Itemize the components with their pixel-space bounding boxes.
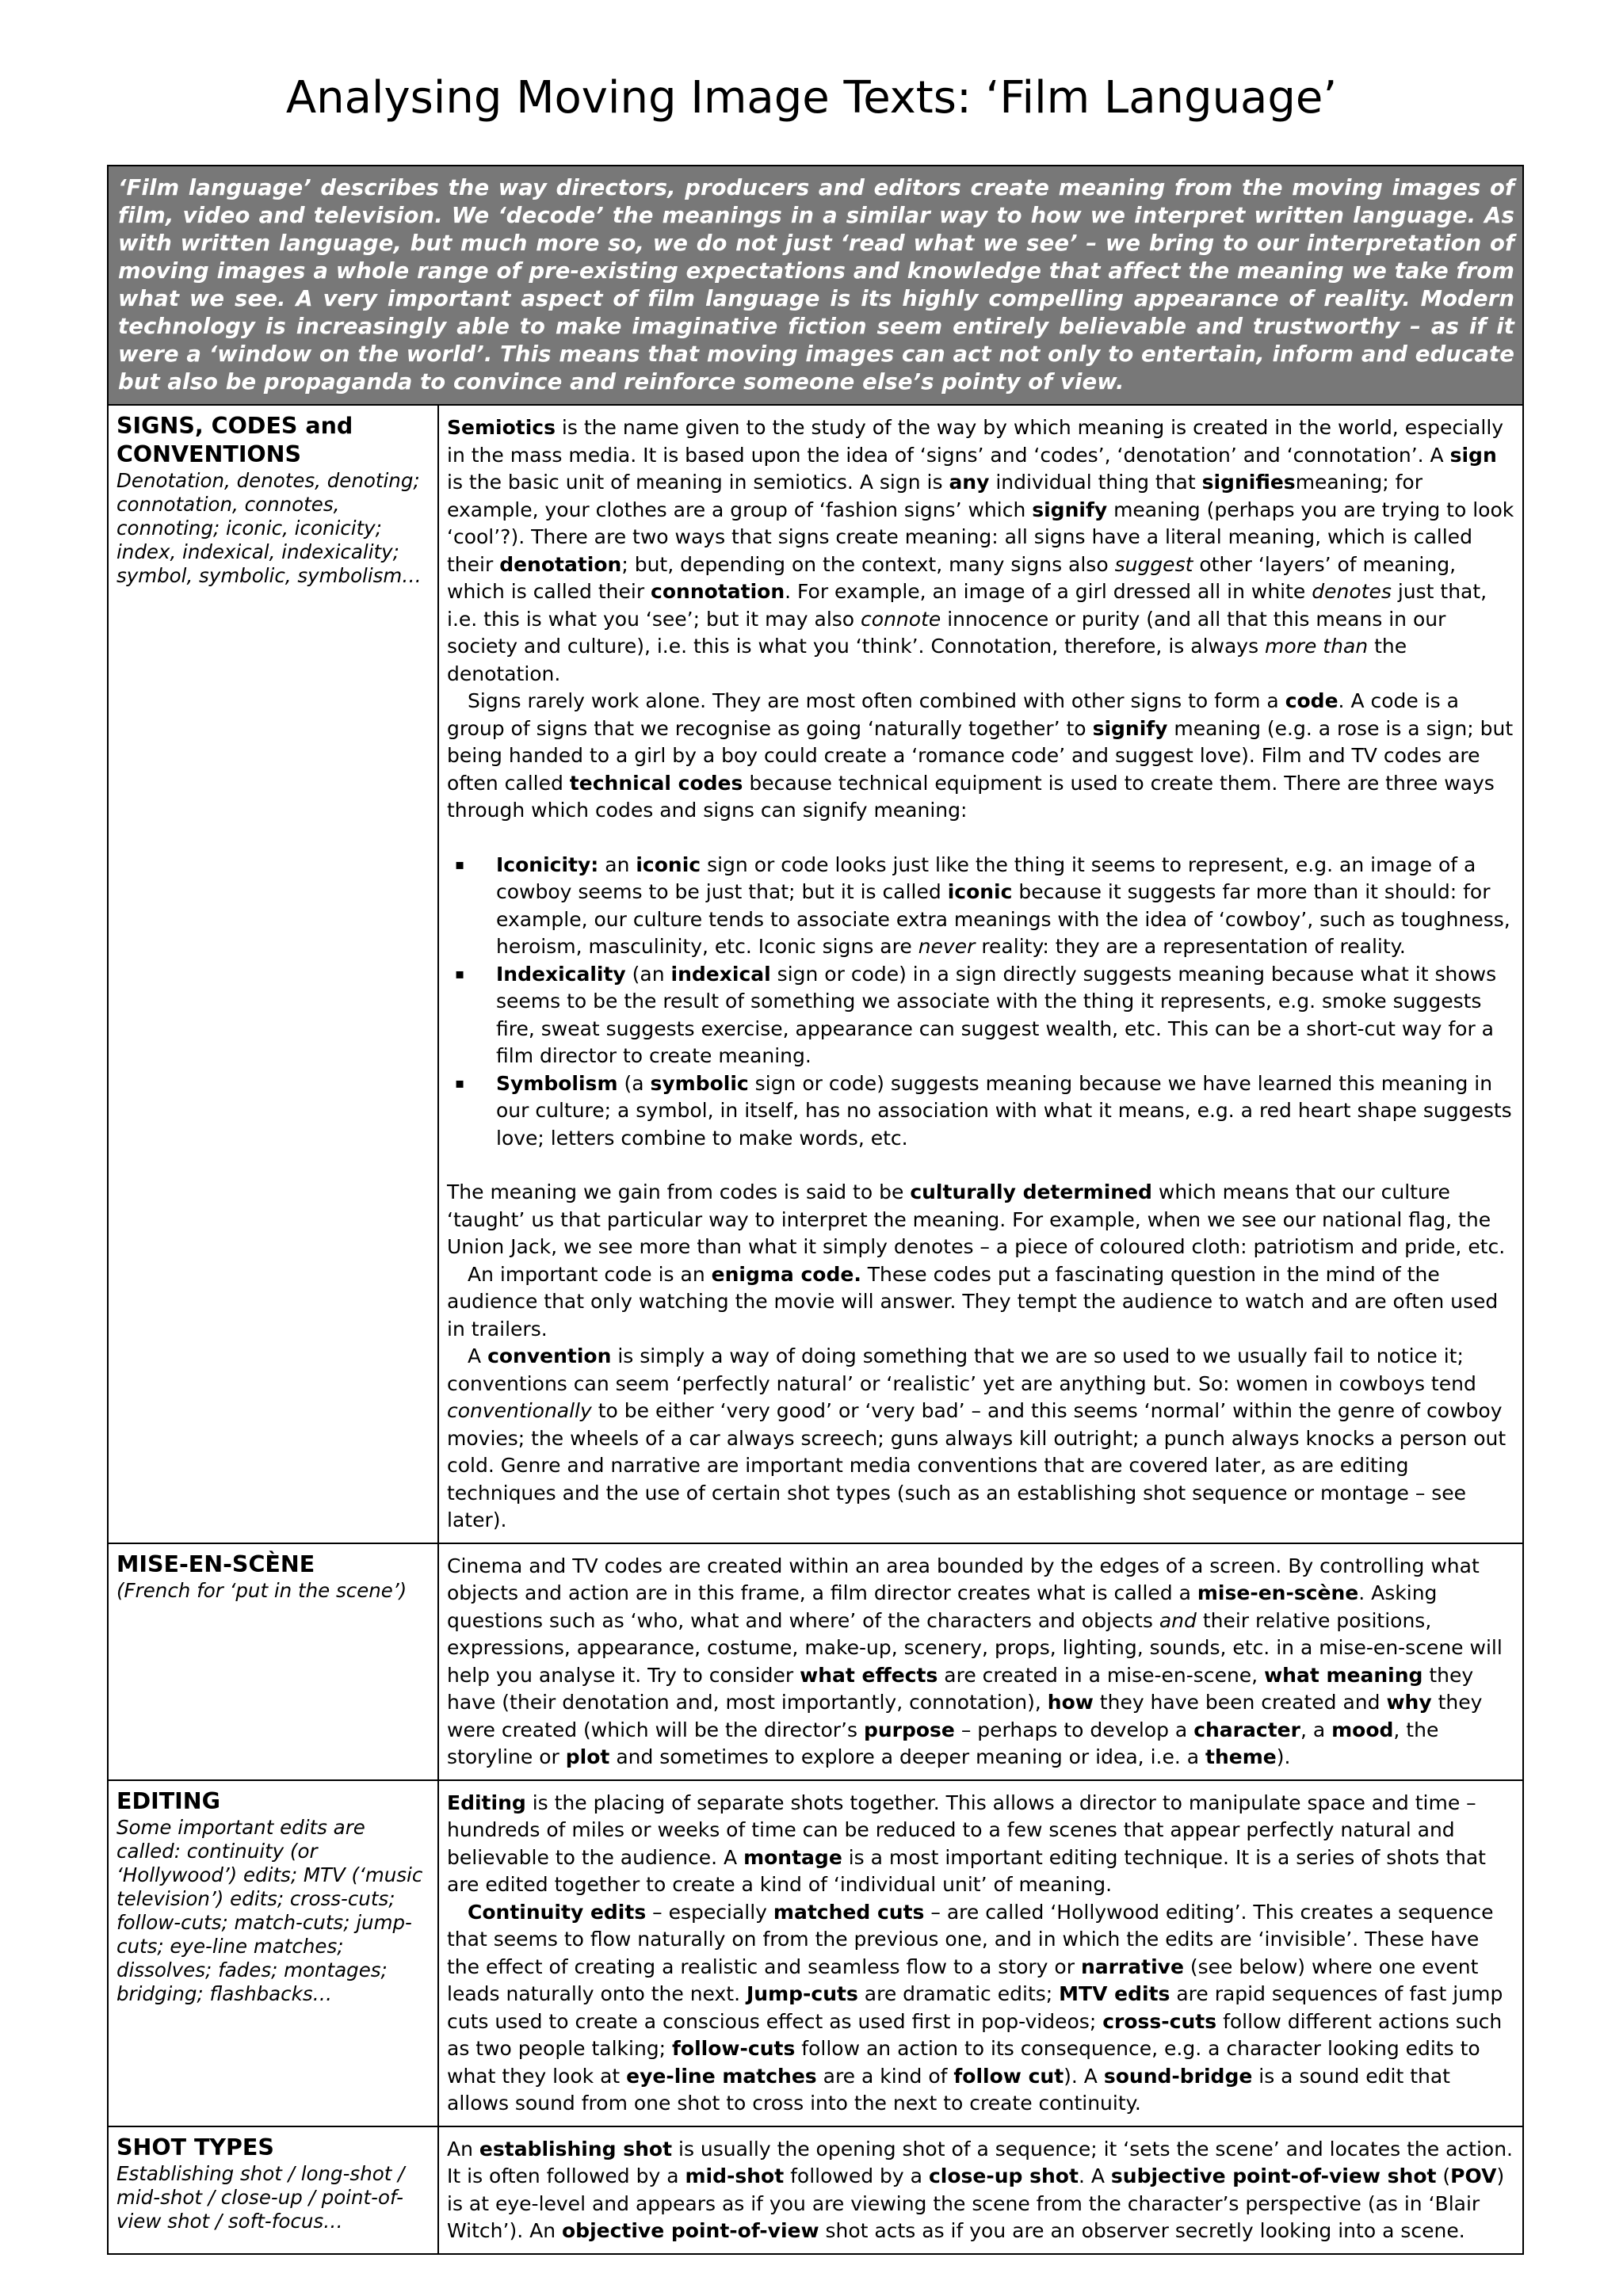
bold-term: follow-cuts [672, 2037, 796, 2060]
section-label-cell [108, 405, 438, 1543]
section-subheading: (French for ‘put in the scene’) [116, 1578, 407, 1602]
text-run: ; but, depending on the context, many signs also [621, 552, 1115, 576]
emphasis-text: suggest [1114, 552, 1193, 576]
bold-term: eye-line matches [626, 2064, 817, 2088]
bold-term: what meaning [1264, 1663, 1423, 1687]
bold-term: Iconicity: [496, 852, 599, 876]
bullet-list [447, 852, 1514, 1153]
square-bullet-icon: ▪ [455, 1074, 465, 1092]
text-run: ). A [1064, 2064, 1104, 2088]
text-run: is simply a way of doing something that we are so used to we usually fail to notice it; conventions can seem ‘perfectly natural’ or ‘realistic’ yet are anything but. So: women in cowboys tend [447, 1344, 1476, 1395]
emphasis-text: never [918, 935, 976, 958]
bold-term: sign [1449, 443, 1497, 467]
bold-term: Editing [447, 1791, 526, 1814]
body-paragraph [447, 414, 1514, 688]
bold-term: theme [1205, 1745, 1277, 1768]
text-run: innocence or purity (and all that this means in our society and culture), i.e. this is what you ‘think’. Connotation, therefore, is always [447, 607, 1446, 658]
paragraph-spacer [447, 1152, 1514, 1179]
text-run: is usually the opening shot of a sequence; it ‘sets the scene’ and locates the action. It is often followed by a [447, 2137, 1513, 2187]
text-run: sign or code) suggests meaning because we have learned this meaning in our culture; a symbol, in itself, has no association with what it means, e.g. a red heart shape suggests love; letters combine to make words, etc. [496, 1071, 1512, 1150]
text-run: they have (their denotation and, most importantly, connotation), [447, 1663, 1474, 1714]
paragraph-spacer [447, 825, 1514, 852]
text-run: to be either ‘very good’ or ‘very bad’ – and this seems ‘normal’ within the genre of cowboy movies; the wheels of a car always screech; guns always kill outright; a punch always knocks a person out cold. Genre and narrative are important media conventions that are covered later, as are editing techniques and the use of certain shot types (such as an establishing shot sequence or montage – see later). [447, 1399, 1507, 1531]
body-paragraph [447, 2136, 1514, 2245]
intro-row [108, 166, 1523, 405]
text-run: shot acts as if you are an observer secretly looking into a scene. [819, 2219, 1465, 2242]
bold-term: plot [565, 1745, 610, 1768]
text-run: A [468, 1344, 488, 1367]
section-heading: MISE-EN-SCÈNE [116, 1550, 315, 1577]
bold-term: iconic [636, 852, 701, 876]
bold-term: convention [487, 1344, 612, 1367]
body-paragraph [447, 688, 1514, 825]
bold-term: why [1386, 1691, 1432, 1714]
bold-term: connotation [651, 580, 785, 603]
emphasis-text: more than [1265, 635, 1369, 658]
text-run: an [598, 852, 636, 876]
bold-term: indexical [670, 962, 771, 986]
text-run: is a sound edit that allows sound from one shot to cross into the next to create continuity. [447, 2064, 1450, 2115]
bold-term: mise-en-scène [1197, 1581, 1359, 1604]
bold-term: signify [1092, 716, 1168, 740]
square-bullet-icon: ▪ [455, 965, 465, 982]
text-run: and sometimes to explore a deeper meaning or idea, i.e. a [609, 1745, 1205, 1768]
bold-term: matched cuts [773, 1900, 925, 1924]
emphasis-text: and [1159, 1608, 1197, 1632]
section-body-cell [438, 1780, 1523, 2126]
text-run: Cinema and TV codes are created within an area bounded by the edges of a screen. By controlling what objects and action are in this frame, a film director creates what is called a [447, 1554, 1480, 1604]
bold-term: sound-bridge [1103, 2064, 1253, 2088]
text-run: are created in a mise-en-scene, [938, 1663, 1265, 1687]
section-label-cell [108, 1543, 438, 1780]
text-run: meaning (e.g. a rose is a sign; but being handed to a girl by a boy could create a ‘romance code’ and suggest love). Film and TV codes are often called [447, 716, 1514, 795]
text-run: The meaning we gain from codes is said to be [447, 1180, 911, 1203]
bold-term: what effects [800, 1663, 938, 1687]
text-run: ) is at eye-level and appears as if you are viewing the scene from the character’s perspective (as in ‘Blair Witch’). An [447, 2164, 1505, 2242]
text-run: ). [1276, 1745, 1291, 1768]
text-run: their relative positions, expressions, appearance, costume, make-up, scenery, props, lighting, sounds, etc. in a mise-en-scene will help you analyse it. Try to consider [447, 1608, 1503, 1687]
bold-term: symbolic [650, 1071, 749, 1095]
text-run: is the placing of separate shots together. This allows a director to manipulate space and time – hundreds of miles or weeks of time can be reduced to a few scenes that appear perfectly natural and believable to the audience. A [447, 1791, 1476, 1869]
text-run: Signs rarely work alone. They are most often combined with other signs to form a [468, 689, 1285, 712]
bold-term: Indexicality [496, 962, 626, 986]
text-run: is a most important editing technique. It is a series of shots that are edited together to create a kind of ‘individual unit’ of meaning. [447, 1845, 1486, 1896]
text-run: (an [625, 962, 671, 986]
text-run: (see below) where one event leads naturally onto the next. [447, 1955, 1479, 2005]
bold-term: signify [1032, 498, 1108, 521]
bold-term: denotation [499, 552, 622, 576]
text-run: sign or code looks just like the thing it seems to represent, e.g. an image of a cowboy seems to be just that; but it is called [496, 852, 1476, 903]
text-run: meaning; for example, your clothes are a group of ‘fashion signs’ which [447, 471, 1423, 521]
bold-term: establishing shot [479, 2137, 673, 2161]
body-paragraph [447, 1790, 1514, 1899]
body-paragraph [447, 1553, 1514, 1772]
body-paragraph [447, 1343, 1514, 1535]
bold-term: montage [743, 1845, 842, 1869]
bold-term: how [1047, 1691, 1094, 1714]
text-run: they have been created and [1093, 1691, 1387, 1714]
section-label-cell [108, 2126, 438, 2254]
text-run: individual thing that [989, 471, 1202, 494]
text-run: is the name given to the study of the way by which meaning is created in the world, especially in the mass media. It is based upon the idea of ‘signs’ and ‘codes’, ‘denotation’ and ‘connotation’. A [447, 416, 1504, 467]
text-run: which means that our culture ‘taught’ us that particular way to interpret the meaning. For example, when we see our national flag, the Union Jack, we see more than what it simply denotes – a piece of coloured cloth: patriotism and pride, etc. [447, 1180, 1506, 1258]
section-heading: SHOT TYPES [116, 2134, 274, 2161]
text-run: the denotation. [447, 635, 1407, 685]
film-language-table [107, 165, 1524, 2255]
bold-term: culturally determined [910, 1180, 1152, 1203]
section-body-cell [438, 1543, 1523, 1780]
text-run: . Asking questions such as ‘who, what and where’ of the characters and objects [447, 1581, 1438, 1632]
text-run: other ‘layers’ of meaning, which is called their [447, 552, 1457, 603]
bold-term: code [1285, 689, 1338, 712]
text-run: just that, i.e. this is what you ‘see’; but it may also [447, 580, 1487, 631]
bold-term: enigma code. [711, 1262, 861, 1286]
text-run: follow an action to its consequence, e.g. a character looking edits to what they look at [447, 2037, 1480, 2088]
section-row-shot-types [108, 2126, 1523, 2254]
bold-term: signifies [1201, 471, 1296, 494]
bold-term: iconic [947, 880, 1013, 903]
text-run: . A [1078, 2164, 1111, 2187]
text-run: are rapid sequences of fast jump cuts used to create a conscious effect as used first in pop-videos; [447, 1982, 1503, 2033]
text-run: because it suggests far more than it should: for example, our culture tends to associate extra meanings with the idea of ‘cowboy’, such as toughness, heroism, masculinity, etc. Iconic signs are [496, 880, 1510, 958]
text-run: ( [1436, 2164, 1451, 2187]
bold-term: MTV edits [1059, 1982, 1170, 2005]
text-run: reality: they are a representation of reality. [975, 935, 1406, 958]
bold-term: objective point-of-view [562, 2219, 819, 2242]
list-item [447, 1070, 1514, 1153]
list-item [447, 961, 1514, 1070]
emphasis-text: denotes [1312, 580, 1392, 603]
bold-term: character [1193, 1718, 1300, 1741]
bold-term: Semiotics [447, 416, 556, 439]
bold-term: Jump-cuts [746, 1982, 858, 2005]
section-body-cell [438, 405, 1523, 1543]
text-run: is the basic unit of meaning in semiotics. A sign is [447, 471, 949, 494]
body-paragraph [447, 1899, 1514, 2118]
text-run: (a [617, 1071, 651, 1095]
bold-term: cross-cuts [1102, 2009, 1217, 2033]
bold-term: purpose [863, 1718, 955, 1741]
bold-term: narrative [1080, 1955, 1184, 1978]
text-run: . A code is a group of signs that we recognise as going ‘naturally together’ to [447, 689, 1459, 740]
text-run: An important code is an [468, 1262, 712, 1286]
text-run: , a [1300, 1718, 1332, 1741]
text-run: – perhaps to develop a [954, 1718, 1194, 1741]
bold-term: Continuity edits [468, 1900, 647, 1924]
text-run: – are called ‘Hollywood editing’. This creates a sequence that seems to flow naturally on from the previous one, and in which the edits are ‘invisible’. These have the effect of creating a realistic and seamless flow to a story or [447, 1900, 1494, 1978]
section-label-cell [108, 1780, 438, 2126]
text-run: because technical equipment is used to create them. There are three ways through which codes and signs can signify meaning: [447, 771, 1495, 822]
bold-term: any [949, 471, 990, 494]
text-run: . For example, an image of a girl dressed all in white [785, 580, 1312, 603]
emphasis-text: conventionally [447, 1399, 592, 1422]
section-subheading: Denotation, denotes, denoting; connotation, connotes, connoting; iconic, iconicity; index, indexical, indexicality; symbol, symbolic, symbolism… [116, 469, 422, 587]
section-row-mise-en-sc-ne [108, 1543, 1523, 1780]
bold-term: follow cut [953, 2064, 1064, 2088]
section-row-signs-codes-and-conventions [108, 405, 1523, 1543]
text-run: These codes put a fascinating question in the mind of the audience that only watching the movie will answer. They tempt the audience to watch and are often used in trailers. [447, 1262, 1499, 1341]
bold-term: close-up shot [928, 2164, 1079, 2187]
page-title: Analysing Moving Image Texts: ‘Film Language’ [285, 72, 1338, 124]
text-run: – especially [646, 1900, 773, 1924]
bold-term: mid-shot [685, 2164, 785, 2187]
bold-term: POV [1450, 2164, 1497, 2187]
bold-term: Symbolism [496, 1071, 618, 1095]
text-run: are a kind of [816, 2064, 954, 2088]
section-body-cell [438, 2126, 1523, 2254]
body-paragraph [447, 1261, 1514, 1344]
text-run: An [447, 2137, 479, 2161]
text-run: meaning (perhaps you are trying to look ‘cool’?). There are two ways that signs create meaning: all signs have a literal meaning, which is called their [447, 498, 1514, 576]
section-subheading: Establishing shot / long-shot / mid-shot / close-up / point-of-view shot / soft-focus… [116, 2161, 405, 2233]
section-row-editing [108, 1780, 1523, 2126]
section-subheading: Some important edits are called: continuity (or ‘Hollywood’) edits; MTV (‘music television’) edits; cross-cuts; follow-cuts; match-cuts; jump-cuts; eye-line matches; dissolves; fades; montages; bridging; flashbacks… [116, 1815, 423, 2005]
list-item [447, 852, 1514, 961]
section-heading: SIGNS, CODES and CONVENTIONS [116, 413, 353, 467]
text-run: followed by a [784, 2164, 929, 2187]
section-heading: EDITING [116, 1787, 221, 1814]
emphasis-text: connote [861, 607, 941, 631]
square-bullet-icon: ▪ [455, 856, 465, 873]
intro-text: ‘Film language’ describes the way directors, producers and editors create meaning from the moving images of film, video and television. We ‘decode’ the meanings in a similar way to how we interpret written language. As with written language, but much more so, we do not just ‘read what we see’ – we bring to our interpretation of moving images a whole range of pre-existing expectations and knowledge that affect the meaning we take from what we see. A very important aspect of film language is its highly compelling appearance of reality. Modern technology is increasingly able to make imaginative fiction seem entirely believable and trustworthy – as if it were a ‘window on the world’. This means that moving images can act not only to entertain, inform and educate but also be propaganda to convince and reinforce someone else’s pointy of view. [108, 166, 1523, 405]
bold-term: technical codes [569, 771, 743, 795]
text-run: , the storyline or [447, 1718, 1439, 1768]
text-run: sign or code) in a sign directly suggests meaning because what it shows seems to be the result of something we associate with the thing it represents, e.g. smoke suggests fire, sweat suggests exercise, appearance can suggest wealth, etc. This can be a short-cut way for a film director to create meaning. [496, 962, 1497, 1067]
text-run: they were created (which will be the director’s [447, 1691, 1483, 1741]
body-paragraph [447, 1179, 1514, 1261]
bold-term: mood [1331, 1718, 1394, 1741]
bold-term: subjective point-of-view shot [1110, 2164, 1437, 2187]
text-run: are dramatic edits; [857, 1982, 1060, 2005]
text-run: follow different actions such as two people talking; [447, 2009, 1503, 2060]
